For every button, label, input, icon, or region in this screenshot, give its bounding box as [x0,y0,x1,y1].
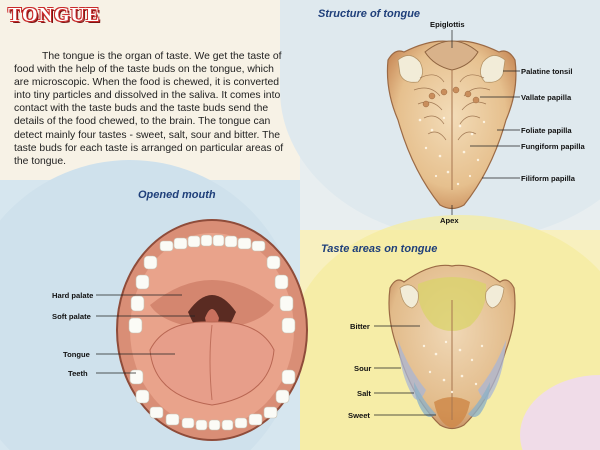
label-tongue: Tongue [63,350,90,359]
label-apex: Apex [440,216,459,225]
label-sour: Sour [354,364,372,373]
mouth-title: Opened mouth [138,189,216,201]
label-epiglottis: Epiglottis [430,20,465,29]
label-foliate-papilla: Foliate papilla [521,126,572,135]
label-bitter: Bitter [350,322,370,331]
intro-paragraph: The tongue is the organ of taste. We get the taste of food with the help of the taste buds on the tongue, which are microscopic. When the food is chewed, it is converted into tiny particles and dissolved in the saliva. It comes into contact with the taste buds and the taste buds send the details of the food chewed, to the brain. The tongue can detect mainly four tastes - sweet, salt, sour and bitter. The taste buds for each taste is arranged on particular areas of the tongue. [14,51,284,167]
page-title: TONGUE [8,4,101,26]
label-vallate-papilla: Vallate papilla [521,93,572,102]
label-fungiform-papilla: Fungiform papilla [521,142,585,151]
label-filiform-papilla: Filiform papilla [521,174,576,183]
taste-areas-title: Taste areas on tongue [321,243,438,255]
label-teeth: Teeth [68,369,88,378]
taste-tongue-shape [389,265,515,428]
label-sweet: Sweet [348,411,370,420]
label-palatine-tonsil: Palatine tonsil [521,67,573,76]
label-salt: Salt [357,389,371,398]
label-soft-palate: Soft palate [52,312,91,321]
structure-title: Structure of tongue [318,8,421,20]
label-hard-palate: Hard palate [52,291,94,300]
